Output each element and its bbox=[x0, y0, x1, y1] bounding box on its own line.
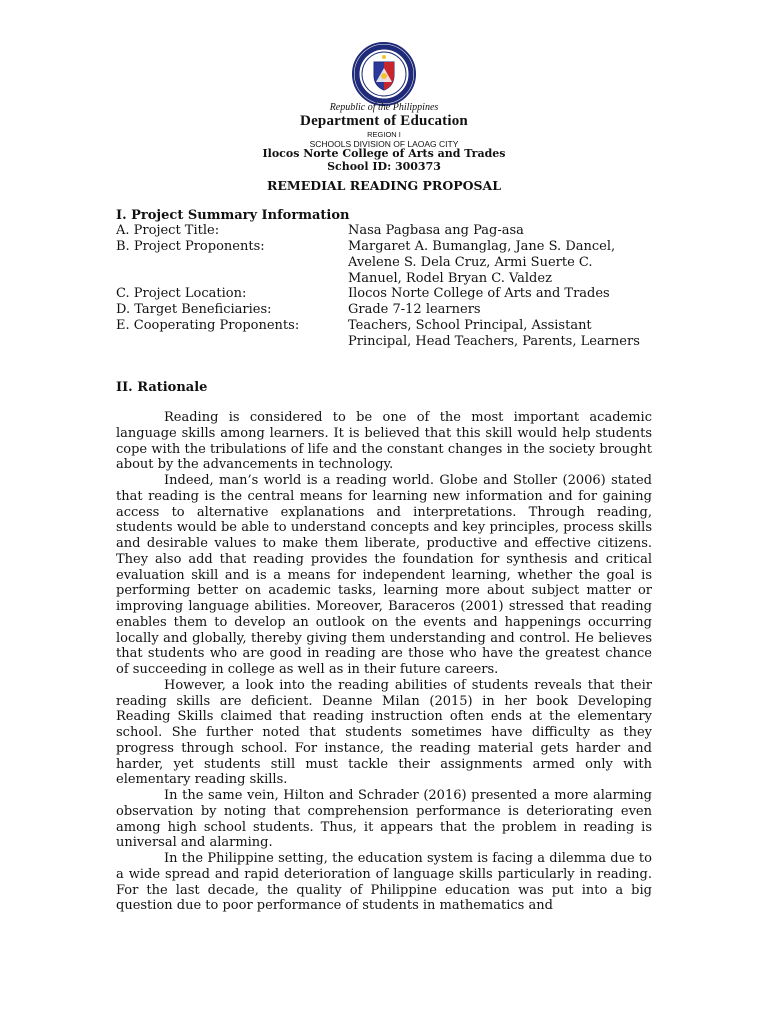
rationale-paragraph-4: In the same vein, Hilton and Schrader (2016) presented a more alarming observation by noting that comprehension performance is deteriorating even among high school students. Thus, it appears that the problem in reading is universal and alarming. bbox=[116, 788, 652, 851]
info-label: D. Target Beneficiaries: bbox=[116, 302, 272, 317]
rationale-paragraph-1: Reading is considered to be one of the most important academic language skills among learners. It is believed that this skill would help students cope with the tribulations of life and the constant changes in the society brought about by the advancements in technology. bbox=[116, 410, 652, 473]
info-value: Ilocos Norte College of Arts and Trades bbox=[348, 286, 610, 301]
division-line: SCHOOLS DIVISION OF LAOAG CITY bbox=[309, 139, 459, 149]
rationale-paragraph-5: In the Philippine setting, the education system is facing a dilemma due to a wide spread and rapid deterioration of language skills particularly in reading. For the last decade, the quality of Philippine education was put into a big question due to poor performance of students in mathematics and bbox=[116, 851, 652, 914]
section-heading-rationale: II. Rationale bbox=[116, 380, 208, 395]
rationale-paragraph-2: Indeed, man’s world is a reading world. Globe and Stoller (2006) stated that reading is the central means for learning new information and for gaining access to alternative explanations and interpretations. Through reading, students would be able to understand concepts and key principles, process skills and desirable values to make them liberate, productive and effective citizens. They also add that reading provides the foundation for synthesis and critical evaluation skill and is a means for independent learning, whether the goal is performing better on academic tasks, learning more about subject matter or improving language abilities. Moreover, Baraceros (2001) stressed that reading enables them to develop an outlook on the events and happenings occurring locally and globally, thereby giving them understanding and control. He believes that students who are good in reading are those who have the greatest chance of succeeding in college as well as in their future careers. bbox=[116, 473, 652, 677]
info-label: E. Cooperating Proponents: bbox=[116, 318, 300, 333]
rationale-paragraph-3: However, a look into the reading abilities of students reveals that their reading skills are deficient. Deanne Milan (2015) in her book Developing Reading Skills claimed that reading instruction often ends at the elementary school. She further noted that students sometimes have difficulty as they progress through school. For instance, the reading material gets harder and harder, yet students still must tackle their assignments armed only with elementary reading skills. bbox=[116, 677, 652, 788]
department-name: Department of Education bbox=[300, 113, 468, 129]
deped-seal-logo bbox=[352, 42, 416, 106]
document-title: REMEDIAL READING PROPOSAL bbox=[266, 178, 502, 193]
rationale-body bbox=[116, 410, 652, 914]
info-value: Grade 7-12 learners bbox=[348, 302, 481, 317]
info-value: Nasa Pagbasa ang Pag-asa bbox=[348, 223, 524, 238]
info-label: B. Project Proponents: bbox=[116, 239, 265, 254]
section-heading-project-summary: I. Project Summary Information bbox=[116, 208, 350, 223]
info-value: Teachers, School Principal, Assistant Principal, Head Teachers, Parents, Learners bbox=[348, 318, 640, 349]
info-label: C. Project Location: bbox=[116, 286, 247, 301]
region-line: REGION I bbox=[367, 130, 401, 139]
info-label: A. Project Title: bbox=[116, 223, 220, 238]
republic-line: Republic of the Philippines bbox=[329, 102, 439, 113]
school-name: Ilocos Norte College of Arts and Trades bbox=[262, 147, 506, 160]
school-id: School ID: 300373 bbox=[327, 160, 441, 173]
info-value: Margaret A. Bumanglag, Jane S. Dancel, Avelene S. Dela Cruz, Armi Suerte C. Manuel, Rodel Bryan C. Valdez bbox=[348, 239, 616, 286]
